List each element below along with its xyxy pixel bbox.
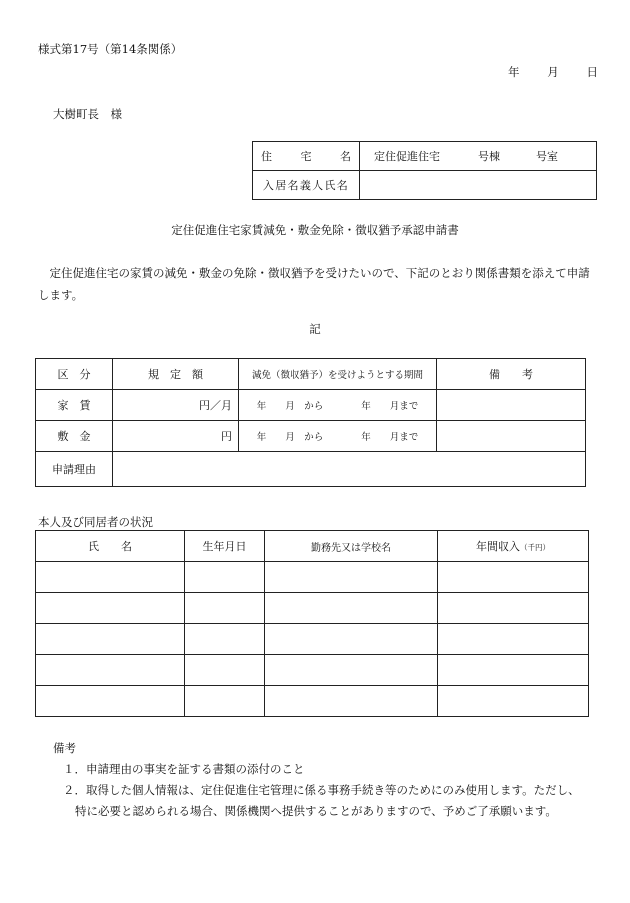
- header-category: 区 分: [36, 359, 113, 390]
- housing-value: 定住促進住宅: [374, 150, 440, 163]
- header-birthdate: 生年月日: [185, 531, 265, 562]
- tenant-box: [252, 141, 597, 200]
- note-item: １．申請理由の事実を証する書類の添付のこと: [63, 762, 305, 776]
- date-month: 月: [547, 65, 559, 79]
- header-amount: 規 定 額: [113, 359, 239, 390]
- deposit-remarks-field[interactable]: [437, 421, 586, 452]
- reason-field[interactable]: [113, 452, 586, 487]
- building-suffix: 号棟: [478, 150, 500, 163]
- deposit-amount-field[interactable]: 円: [113, 421, 239, 452]
- ki-mark: 記: [309, 322, 321, 336]
- table-row: [36, 421, 586, 452]
- table-row: [36, 624, 589, 655]
- date-line: [508, 64, 598, 80]
- notes-heading: 備考: [53, 741, 76, 755]
- occupant-workplace-field[interactable]: [265, 593, 438, 624]
- occupant-income-field[interactable]: [438, 686, 589, 717]
- occupant-birthdate-field[interactable]: [185, 593, 265, 624]
- housing-label: 住 宅 名: [253, 142, 360, 171]
- date-day: 日: [586, 65, 598, 79]
- occupant-name-field[interactable]: [36, 562, 185, 593]
- occupant-name-field[interactable]: [36, 624, 185, 655]
- occupant-birthdate-field[interactable]: [185, 686, 265, 717]
- deposit-period-field[interactable]: 年 月 から 年 月まで: [239, 421, 437, 452]
- deposit-category: 敷 金: [36, 421, 113, 452]
- header-income: 年間収入（千円）: [438, 531, 589, 562]
- occupant-birthdate-field[interactable]: [185, 562, 265, 593]
- reason-label: 申請理由: [36, 452, 113, 487]
- header-period: 減免（徴収猶予）を受けようとする期間: [239, 359, 437, 390]
- tenant-name-field[interactable]: [360, 171, 597, 200]
- table-row: [36, 390, 586, 421]
- date-year: 年: [508, 65, 520, 79]
- table-row: [36, 686, 589, 717]
- note-item: ２．取得した個人情報は、定住促進住宅管理に係る事務手続き等のためにのみ使用します。ただし、: [63, 783, 580, 797]
- occupants-table: [35, 530, 589, 717]
- addressee: 大樹町長 様: [53, 107, 122, 121]
- occupants-title: 本人及び同居者の状況: [38, 515, 153, 529]
- tenant-label: 入居名義人氏名: [253, 171, 360, 200]
- occupant-birthdate-field[interactable]: [185, 624, 265, 655]
- document-title: 定住促進住宅家賃減免・敷金免除・徴収猶予承認申請書: [171, 223, 459, 237]
- intro-text: 定住促進住宅の家賃の減免・敷金の免除・徴収猶予を受けたいので、下記のとおり関係書類を添えて申請します。: [38, 266, 590, 302]
- notes-section: [53, 738, 580, 822]
- occupant-income-field[interactable]: [438, 593, 589, 624]
- occupant-income-field[interactable]: [438, 655, 589, 686]
- rent-remarks-field[interactable]: [437, 390, 586, 421]
- occupant-name-field[interactable]: [36, 593, 185, 624]
- rent-category: 家 賃: [36, 390, 113, 421]
- room-suffix: 号室: [536, 150, 558, 163]
- occupant-income-field[interactable]: [438, 624, 589, 655]
- rent-period-field[interactable]: 年 月 から 年 月まで: [239, 390, 437, 421]
- table-row: [36, 655, 589, 686]
- header-workplace: 勤務先又は学校名: [265, 531, 438, 562]
- table-row: [36, 593, 589, 624]
- form-number: 様式第17号（第14条関係）: [38, 42, 183, 56]
- rent-amount-field[interactable]: 円／月: [113, 390, 239, 421]
- occupant-income-field[interactable]: [438, 562, 589, 593]
- occupant-name-field[interactable]: [36, 686, 185, 717]
- occupant-workplace-field[interactable]: [265, 655, 438, 686]
- request-table: [35, 358, 586, 487]
- header-remarks: 備 考: [437, 359, 586, 390]
- occupant-workplace-field[interactable]: [265, 562, 438, 593]
- header-name: 氏 名: [36, 531, 185, 562]
- occupant-workplace-field[interactable]: [265, 624, 438, 655]
- housing-value-field[interactable]: [360, 142, 597, 171]
- occupant-birthdate-field[interactable]: [185, 655, 265, 686]
- income-unit: （千円）: [520, 543, 550, 552]
- note-item: 特に必要と認められる場合、関係機関へ提供することがありますので、予めご了承願います。: [75, 804, 557, 818]
- occupant-workplace-field[interactable]: [265, 686, 438, 717]
- table-row: [36, 562, 589, 593]
- occupant-name-field[interactable]: [36, 655, 185, 686]
